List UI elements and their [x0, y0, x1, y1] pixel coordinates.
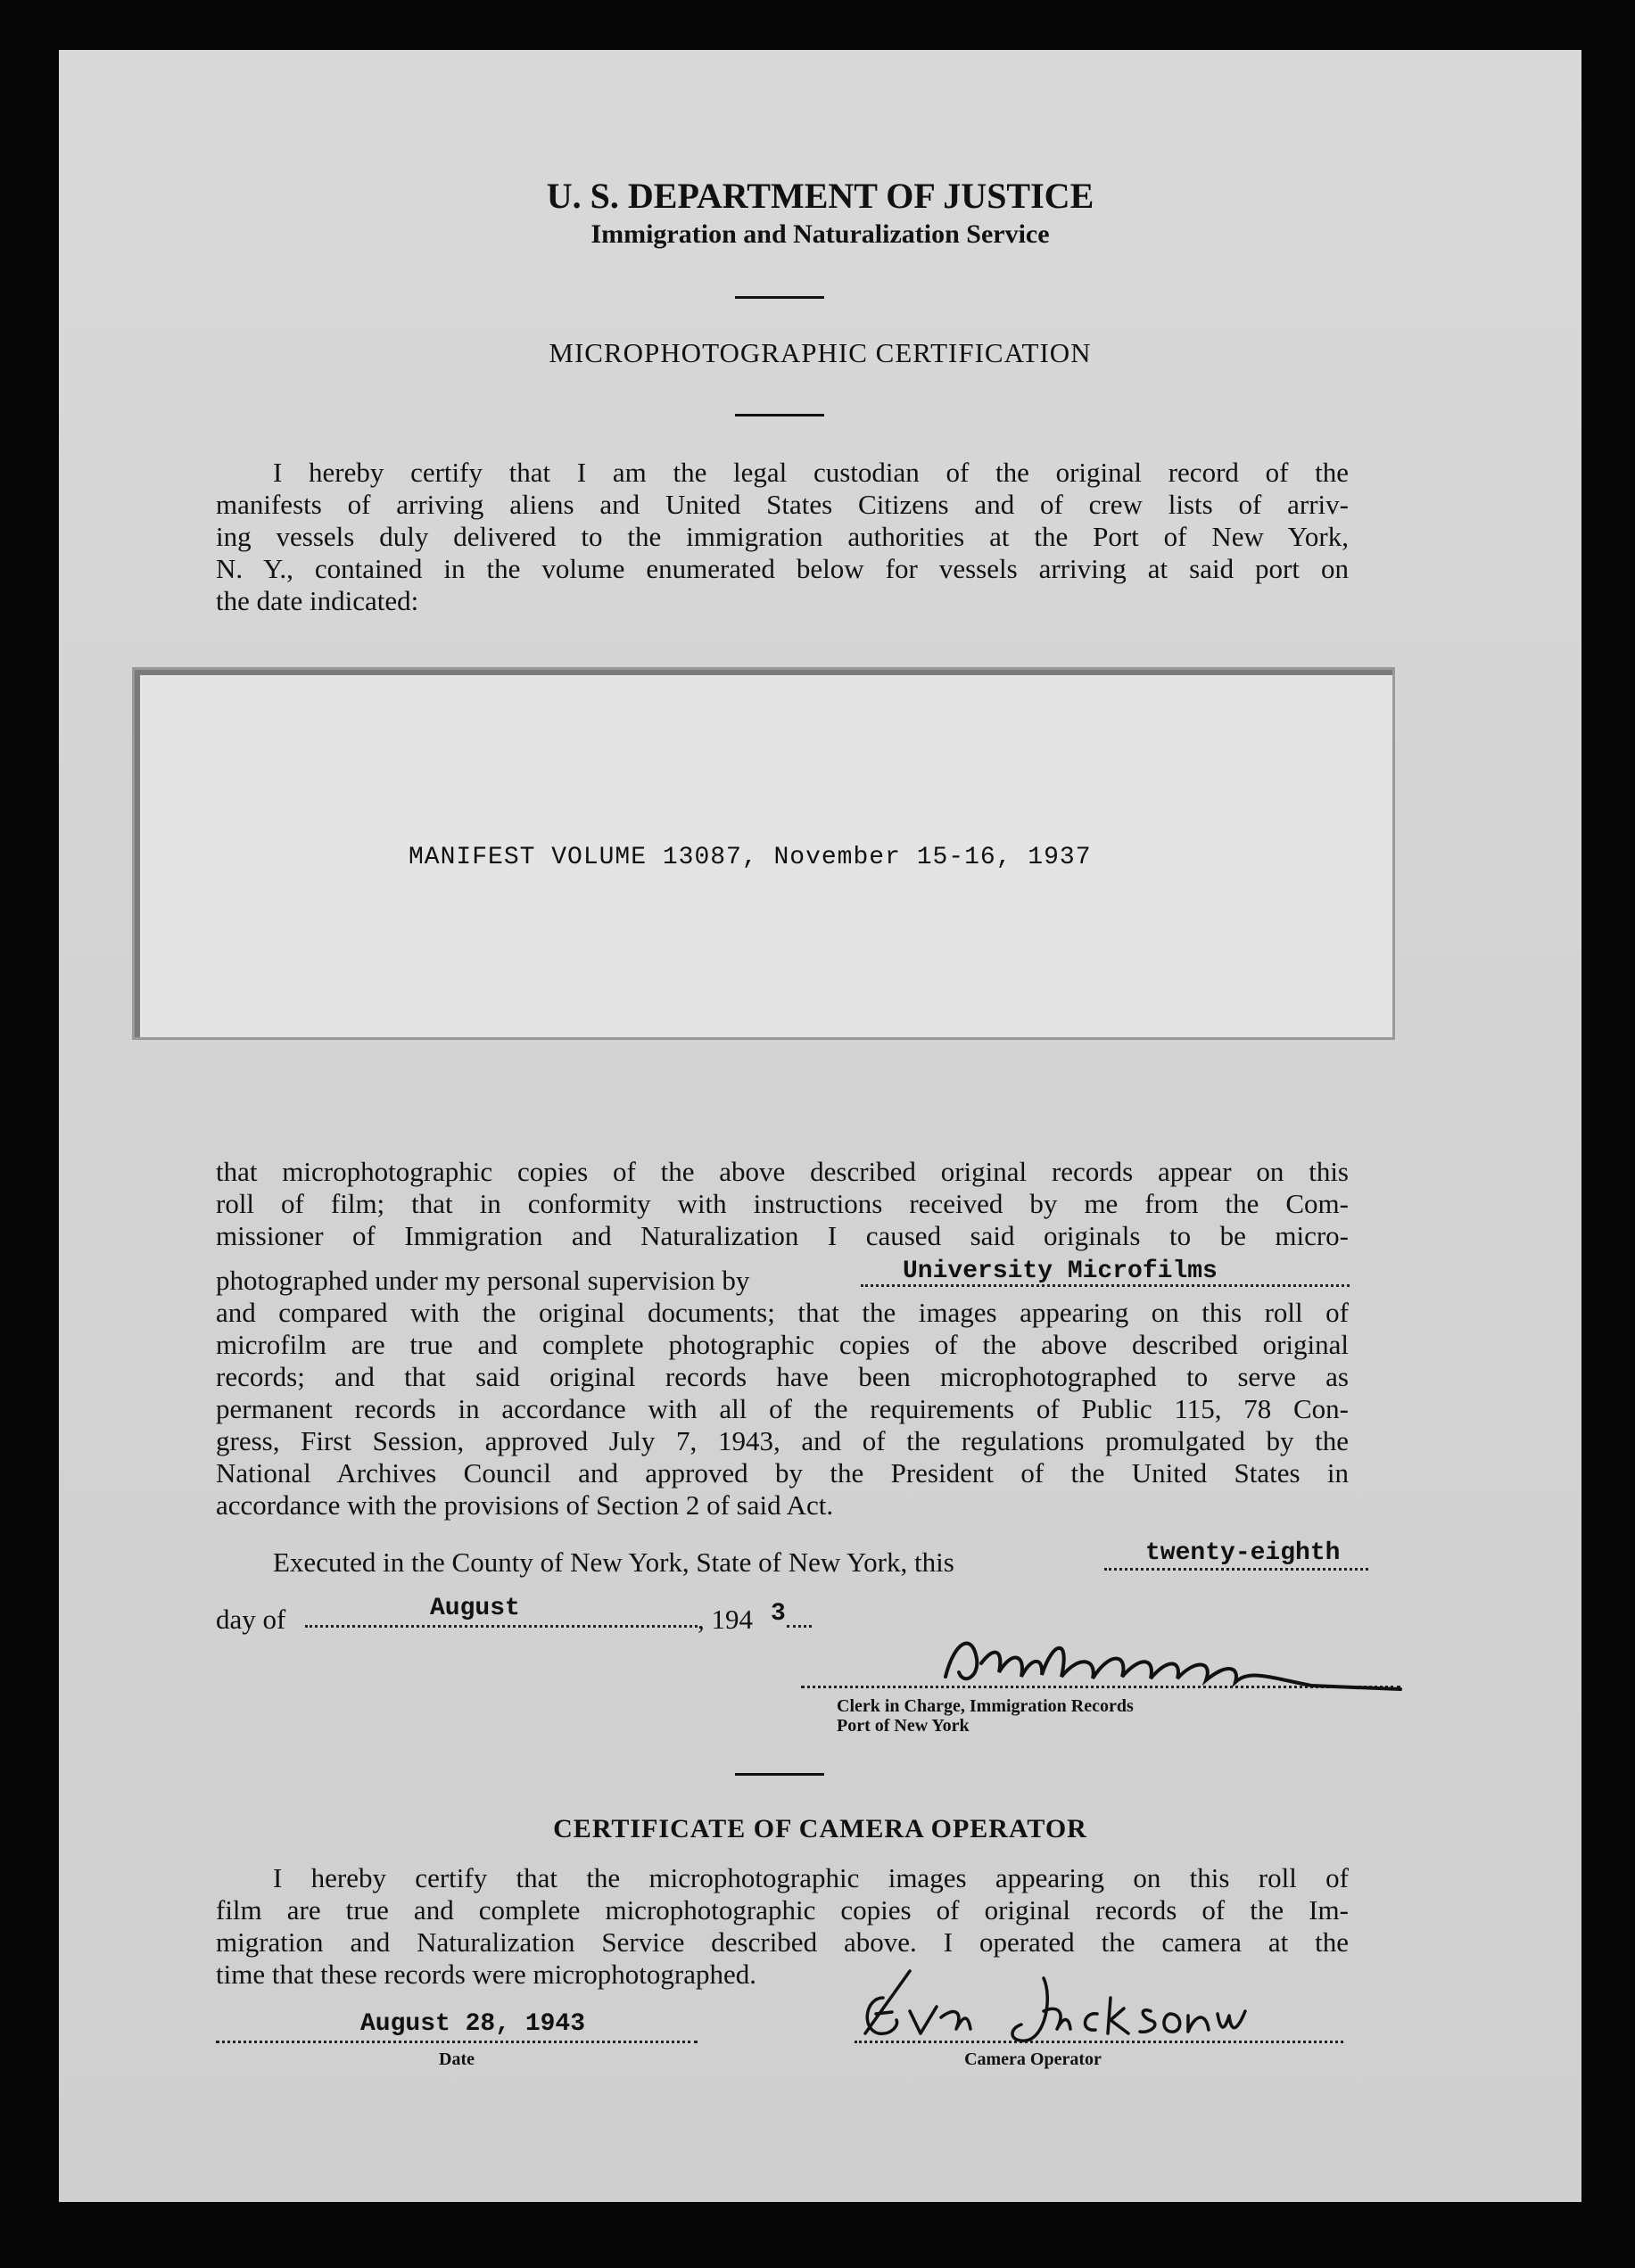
- service-subheading: Immigration and Naturalization Service: [590, 219, 1050, 249]
- title-divider: [735, 414, 824, 416]
- year-digit: 3: [771, 1600, 786, 1628]
- department-heading: U. S. DEPARTMENT OF JUSTICE: [546, 176, 1094, 216]
- operator-line: film are true and complete microphotographic copies of original records of the Im-: [216, 1894, 1349, 1926]
- date-label: Date: [439, 2049, 475, 2069]
- intro-line: I hereby certify that I am the legal custodian of the original record of the: [273, 457, 1349, 488]
- body-line: permanent records in accordance with all of the requirements of Public 115, 78 Con-: [216, 1393, 1349, 1424]
- intro-paragraph: [216, 457, 1349, 617]
- operator-date: August 28, 1943: [360, 2010, 586, 2038]
- section-divider: [735, 1773, 824, 1776]
- operator-line: migration and Naturalization Service described above. I operated the camera at the: [216, 1926, 1349, 1958]
- body-line: accordance with the provisions of Section 2 of said Act.: [216, 1489, 834, 1521]
- body-line: that microphotographic copies of the above described original records appear on this: [216, 1156, 1349, 1187]
- executed-day-fill-line: [1104, 1568, 1368, 1571]
- intro-line: N. Y., contained in the volume enumerated below for vessels arriving at said port on: [216, 553, 1349, 584]
- year-fill-line: [787, 1625, 812, 1628]
- day-of-label: day of: [216, 1604, 286, 1635]
- executed-day: twenty-eighth: [1145, 1539, 1341, 1567]
- camera-operator-title: CERTIFICATE OF CAMERA OPERATOR: [553, 1814, 1087, 1843]
- microfilm-company: University Microfilms: [903, 1258, 1218, 1285]
- supervision-prefix: photographed under my personal supervision by: [216, 1265, 750, 1296]
- executed-prefix: Executed in the County of New York, State of New York, this: [273, 1546, 954, 1578]
- body-line: microfilm are true and complete photographic copies of the above described original: [216, 1329, 1349, 1360]
- body-line: gress, First Session, approved July 7, 1943, and of the regulations promulgated by the: [216, 1425, 1349, 1456]
- body-paragraph-b: [216, 1297, 1349, 1522]
- body-line: National Archives Council and approved by the President of the United States in: [216, 1457, 1349, 1489]
- manifest-volume-label: MANIFEST VOLUME 13087, November 15-16, 1937: [409, 844, 1092, 871]
- body-line: roll of film; that in conformity with instructions received by me from the Com-: [216, 1188, 1349, 1219]
- body-line: records; and that said original records have been microphotographed to serve as: [216, 1361, 1349, 1392]
- date-fill-line: [216, 2041, 698, 2043]
- clerk-title: Clerk in Charge, Immigration Records: [837, 1696, 1134, 1716]
- operator-label: Camera Operator: [964, 2049, 1102, 2069]
- operator-line: time that these records were microphotographed.: [216, 1959, 756, 1990]
- form-title: MICROPHOTOGRAPHIC CERTIFICATION: [549, 337, 1092, 368]
- executed-month: August: [430, 1595, 520, 1622]
- intro-line: the date indicated:: [216, 585, 419, 616]
- body-line: missioner of Immigration and Naturalization I caused said originals to be micro-: [216, 1220, 1349, 1251]
- intro-line: manifests of arriving aliens and United States Citizens and of crew lists of arriv-: [216, 489, 1349, 520]
- operator-signature-graphic: [856, 1962, 1258, 2051]
- clerk-signature: [928, 1623, 1409, 1703]
- body-line: and compared with the original documents; that the images appearing on this roll of: [216, 1297, 1349, 1328]
- header-divider: [735, 296, 824, 299]
- body-paragraph-a: [216, 1156, 1349, 1252]
- clerk-port: Port of New York: [837, 1716, 970, 1736]
- intro-line: ing vessels duly delivered to the immigration authorities at the Port of New York,: [216, 521, 1349, 552]
- month-fill-line: [305, 1625, 698, 1628]
- operator-line: I hereby certify that the microphotographic images appearing on this roll of: [273, 1862, 1349, 1893]
- year-prefix: , 194: [698, 1604, 753, 1635]
